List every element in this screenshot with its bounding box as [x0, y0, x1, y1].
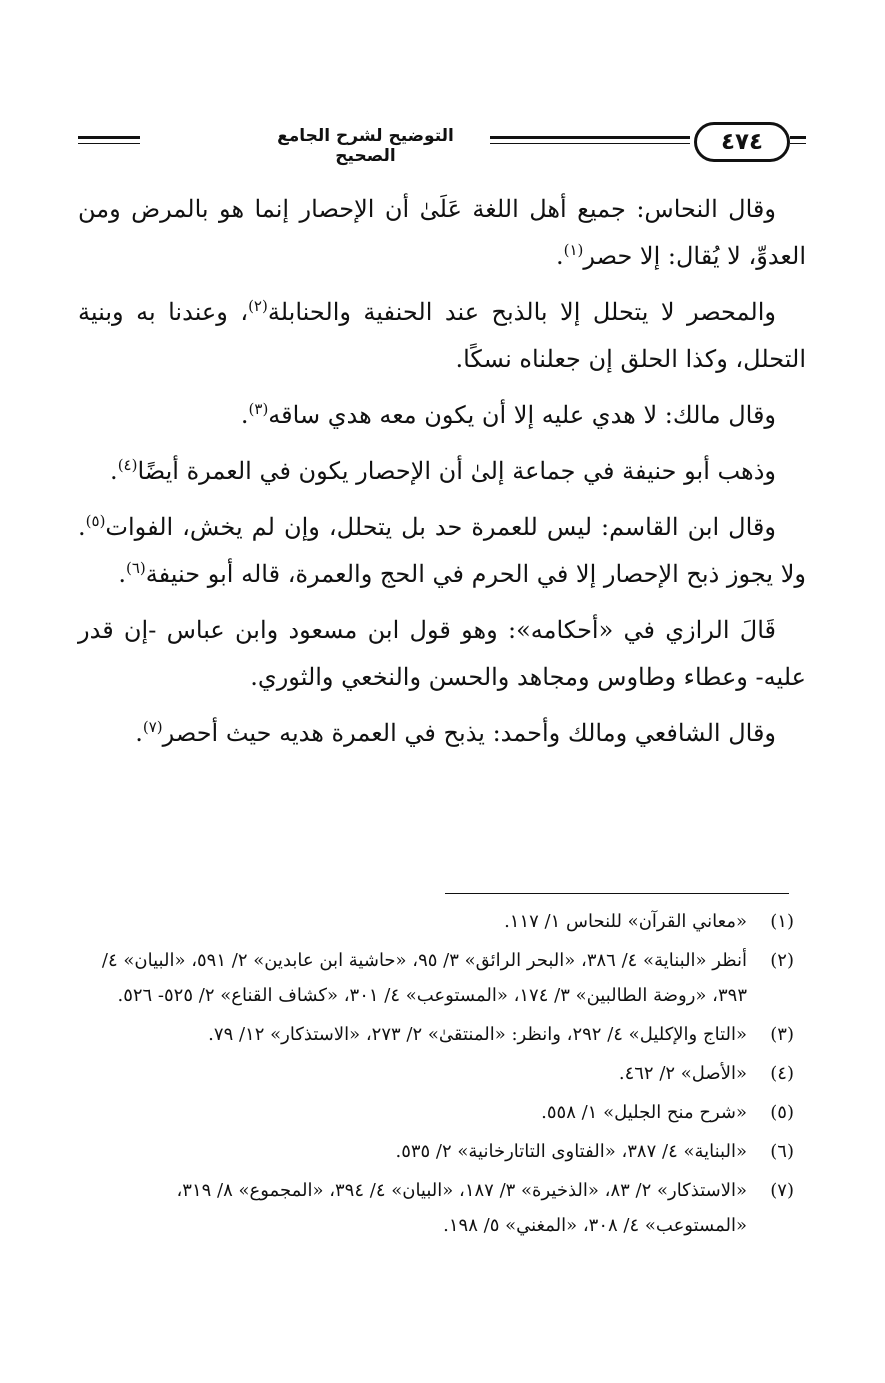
- footnote: [78, 904, 794, 939]
- footnote-number: (٣): [770, 1024, 794, 1045]
- page-number-badge: [694, 122, 790, 162]
- header-rule-left: [78, 136, 140, 139]
- footnote-text: «التاج والإكليل» ٤/ ٢٩٢، وانظر: «المنتقىٰ» ٢/ ٢٧٣، «الاستذكار» ١٢/ ٧٩.: [208, 1024, 747, 1045]
- running-title: التوضيح لشرح الجامع الصحيح: [277, 126, 454, 166]
- paragraph: وقال النحاس: جميع أهل اللغة عَلَىٰ أن الإحصار إنما هو بالمرض ومن العدوِّ، لا يُقال: إلا حصر$^{(١)}$.: [78, 195, 806, 270]
- paragraph: وذهب أبو حنيفة في جماعة إلىٰ أن الإحصار يكون في العمرة أيضًا$^{(٤)}$.: [110, 456, 776, 485]
- footnote-text: «الأصل» ٢/ ٤٦٢.: [618, 1063, 747, 1084]
- footnote: [78, 1134, 794, 1169]
- footnote-text: «البناية» ٤/ ٣٨٧، «الفتاوى التاتارخانية» ٢/ ٥٣٥.: [395, 1141, 747, 1162]
- paragraph: وقال الشافعي ومالك وأحمد: يذبح في العمرة هديه حيث أحصر$^{(٧)}$.: [135, 718, 776, 747]
- header-rule-middle: [490, 136, 690, 139]
- footnote-number: (٦): [770, 1141, 794, 1162]
- footnotes: [78, 904, 794, 1247]
- footnote: [78, 943, 794, 1013]
- footnote-text: «معاني القرآن» للنحاس ١/ ١١٧.: [504, 911, 747, 932]
- footnote-separator: [445, 893, 789, 894]
- paragraph: والمحصر لا يتحلل إلا بالذبح عند الحنفية والحنابلة$^{(٢)}$، وعندنا به وبنية التحلل، وكذا الحلق إن جعلناه نسكًا.: [78, 297, 806, 373]
- footnote-text: أنظر «البناية» ٤/ ٣٨٦، «البحر الرائق» ٣/ ٩٥، «حاشية ابن عابدين» ٢/ ٥٩١، «البيان» ٤/ ٣٩٣، «روضة الطالبين» ٣/ ١٧٤، «المستوعب» ٤/ ٣٠١، «كشاف القناع» ٢/ ٥٢٥- ٥٢٦.: [101, 950, 747, 1006]
- running-header: [78, 118, 806, 170]
- paragraph: وقال مالك: لا هدي عليه إلا أن يكون معه هدي ساقه$^{(٣)}$.: [240, 400, 776, 429]
- header-rule-left-thin: [78, 143, 140, 144]
- footnote-number: (٢): [770, 950, 794, 971]
- header-rule-middle-thin: [490, 143, 690, 144]
- header-rule-right: [790, 136, 806, 139]
- footnote: [78, 1095, 794, 1130]
- header-rule-right-thin: [790, 143, 806, 144]
- footnote-number: (٤): [770, 1063, 794, 1084]
- footnote-number: (٥): [770, 1102, 794, 1123]
- paragraph: وقال ابن القاسم: ليس للعمرة حد بل يتحلل، وإن لم يخش، الفوات$^{(٥)}$. ولا يجوز ذبح الإحصار إلا في الحرم في الحج والعمرة، قاله أبو حنيفة$^{(٦)}$.: [78, 512, 806, 588]
- paragraph: قَالَ الرازي في «أحكامه»: وهو قول ابن مسعود وابن عباس -إن قدر عليه- وعطاء وطاوس ومجاهد والحسن والنخعي والثوري.: [78, 616, 806, 691]
- page-number: ٤٧٤: [720, 129, 764, 155]
- footnote: [78, 1017, 794, 1052]
- footnote: [78, 1173, 794, 1243]
- footnote-text: «الاستذكار» ٢/ ٨٣، «الذخيرة» ٣/ ١٨٧، «البيان» ٤/ ٣٩٤، «المجموع» ٨/ ٣١٩، «المستوعب» ٤/ ٣٠٨، «المغني» ٥/ ١٩٨.: [176, 1180, 747, 1236]
- footnote: [78, 1056, 794, 1091]
- footnote-number: (٧): [770, 1180, 794, 1201]
- footnote-text: «شرح منح الجليل» ١/ ٥٥٨.: [541, 1102, 747, 1123]
- main-text: [78, 186, 806, 766]
- footnote-number: (١): [770, 911, 794, 932]
